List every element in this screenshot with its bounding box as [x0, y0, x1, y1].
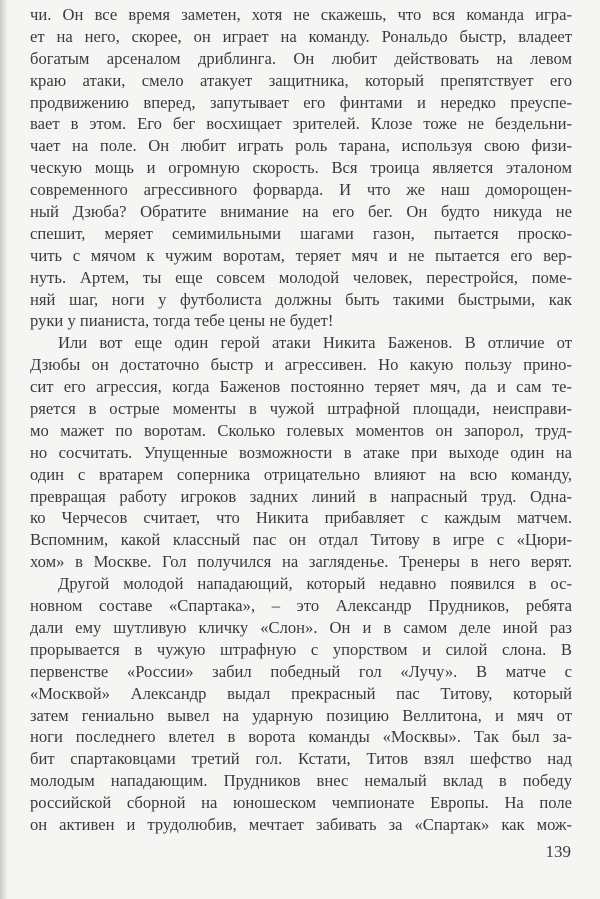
text-line: один с вратарем соперника отрицательно влияют на всю команду, [30, 464, 572, 484]
text-line: няй шаг, ноги у футболиста должны быть такими быстрыми, как [30, 289, 572, 309]
text-line: молодым нападающим. Прудников внес немалый вклад в победу [30, 771, 572, 791]
text-line: ко Черчесов считает, что Никита прибавляет с каждым матчем. [30, 508, 572, 528]
page-body-text [30, 4, 572, 836]
text-line: затем гениально вывел на ударную позицию Веллитона, и мяч от [30, 705, 572, 725]
text-line: превращая работу игроков задних линий в напрасный труд. Одна- [30, 486, 572, 506]
text-line: российской сборной на юношеском чемпионате Европы. На поле [30, 793, 572, 813]
text-line: спешит, меряет семимильными шагами газон, пытается проско- [30, 223, 572, 243]
text-line: «Москвой» Александр выдал прекрасный пас Титову, который [30, 683, 572, 703]
text-line: первенстве «России» забил победный гол «Лучу». В матче с [30, 661, 572, 681]
text-line: бит спартаковцами третий гол. Кстати, Титов взял шефство над [30, 749, 572, 769]
text-line: прорывается в чужую штрафную с упорством и силой слона. В [30, 639, 572, 659]
text-line: ческую мощь и огромную скорость. Вся троица является эталоном [30, 158, 572, 178]
text-line: хом» в Москве. Гол получился на загляденье. Тренеры в него верят. [30, 552, 572, 572]
text-line: он активен и трудолюбив, мечтает забивать за «Спартак» как мож- [30, 814, 572, 834]
text-line: новном составе «Спартака», – это Александр Прудников, ребята [30, 596, 572, 616]
text-line: нуть. Артем, ты еще совсем молодой человек, перестройся, поме- [30, 267, 572, 287]
text-line: продвижению вперед, запутывает его финтами и нередко преуспе- [30, 92, 572, 112]
page-edge-shadow [0, 0, 8, 899]
text-line: руки у пианиста, тогда тебе цены не будет! [30, 311, 334, 331]
text-line: Вспомним, какой классный пас он отдал Титову в игре с «Цюри- [30, 530, 572, 550]
text-line: Или вот еще один герой атаки Никита Баженов. В отличие от [58, 333, 572, 353]
text-line: краю атаки, смело атакует защитника, который препятствует его [30, 70, 572, 90]
text-line: современного агрессивного форварда. И что же наш доморощен- [30, 180, 572, 200]
text-line: мо мажет по воротам. Сколько голевых моментов он запорол, труд- [30, 420, 572, 440]
text-line: ряется в острые моменты в чужой штрафной площади, неисправи- [30, 399, 572, 419]
text-line: чи. Он все время заметен, хотя не скажешь, что вся команда игра- [30, 5, 572, 24]
text-line: но сосчитать. Упущенные возможности в атаке при выходе один на [30, 442, 572, 462]
text-line: Дзюбы он достаточно быстр и агрессивен. Но какую пользу прино- [30, 355, 572, 375]
text-line: ноги последнего влетел в ворота команды «Москвы». Так был за- [30, 727, 572, 747]
text-line: вает в этом. Его бег восхищает зрителей. Клозе тоже не бездельни- [30, 114, 572, 134]
text-line: сит его агрессия, когда Баженов постоянно теряет мяч, да и сам те- [30, 377, 572, 397]
text-line: чает на поле. Он любит играть роль тарана, используя свою физи- [30, 136, 572, 156]
text-line: богатым арсеналом дриблинга. Он любит действовать на левом [30, 48, 572, 68]
text-line: ный Дзюба? Обратите внимание на его бег. Он будто никуда не [30, 202, 572, 222]
text-line: ет на него, скорее, он играет на команду. Рональдо быстр, владеет [30, 26, 572, 46]
page-number: 139 [545, 842, 571, 861]
text-line: дали ему шутливую кличку «Слон». Он и в самом деле иной раз [30, 617, 572, 637]
text-line: чить с мячом к чужим воротам, теряет мяч и не пытается его вер- [30, 245, 572, 265]
text-line: Другой молодой нападающий, который недавно появился в ос- [58, 574, 572, 594]
